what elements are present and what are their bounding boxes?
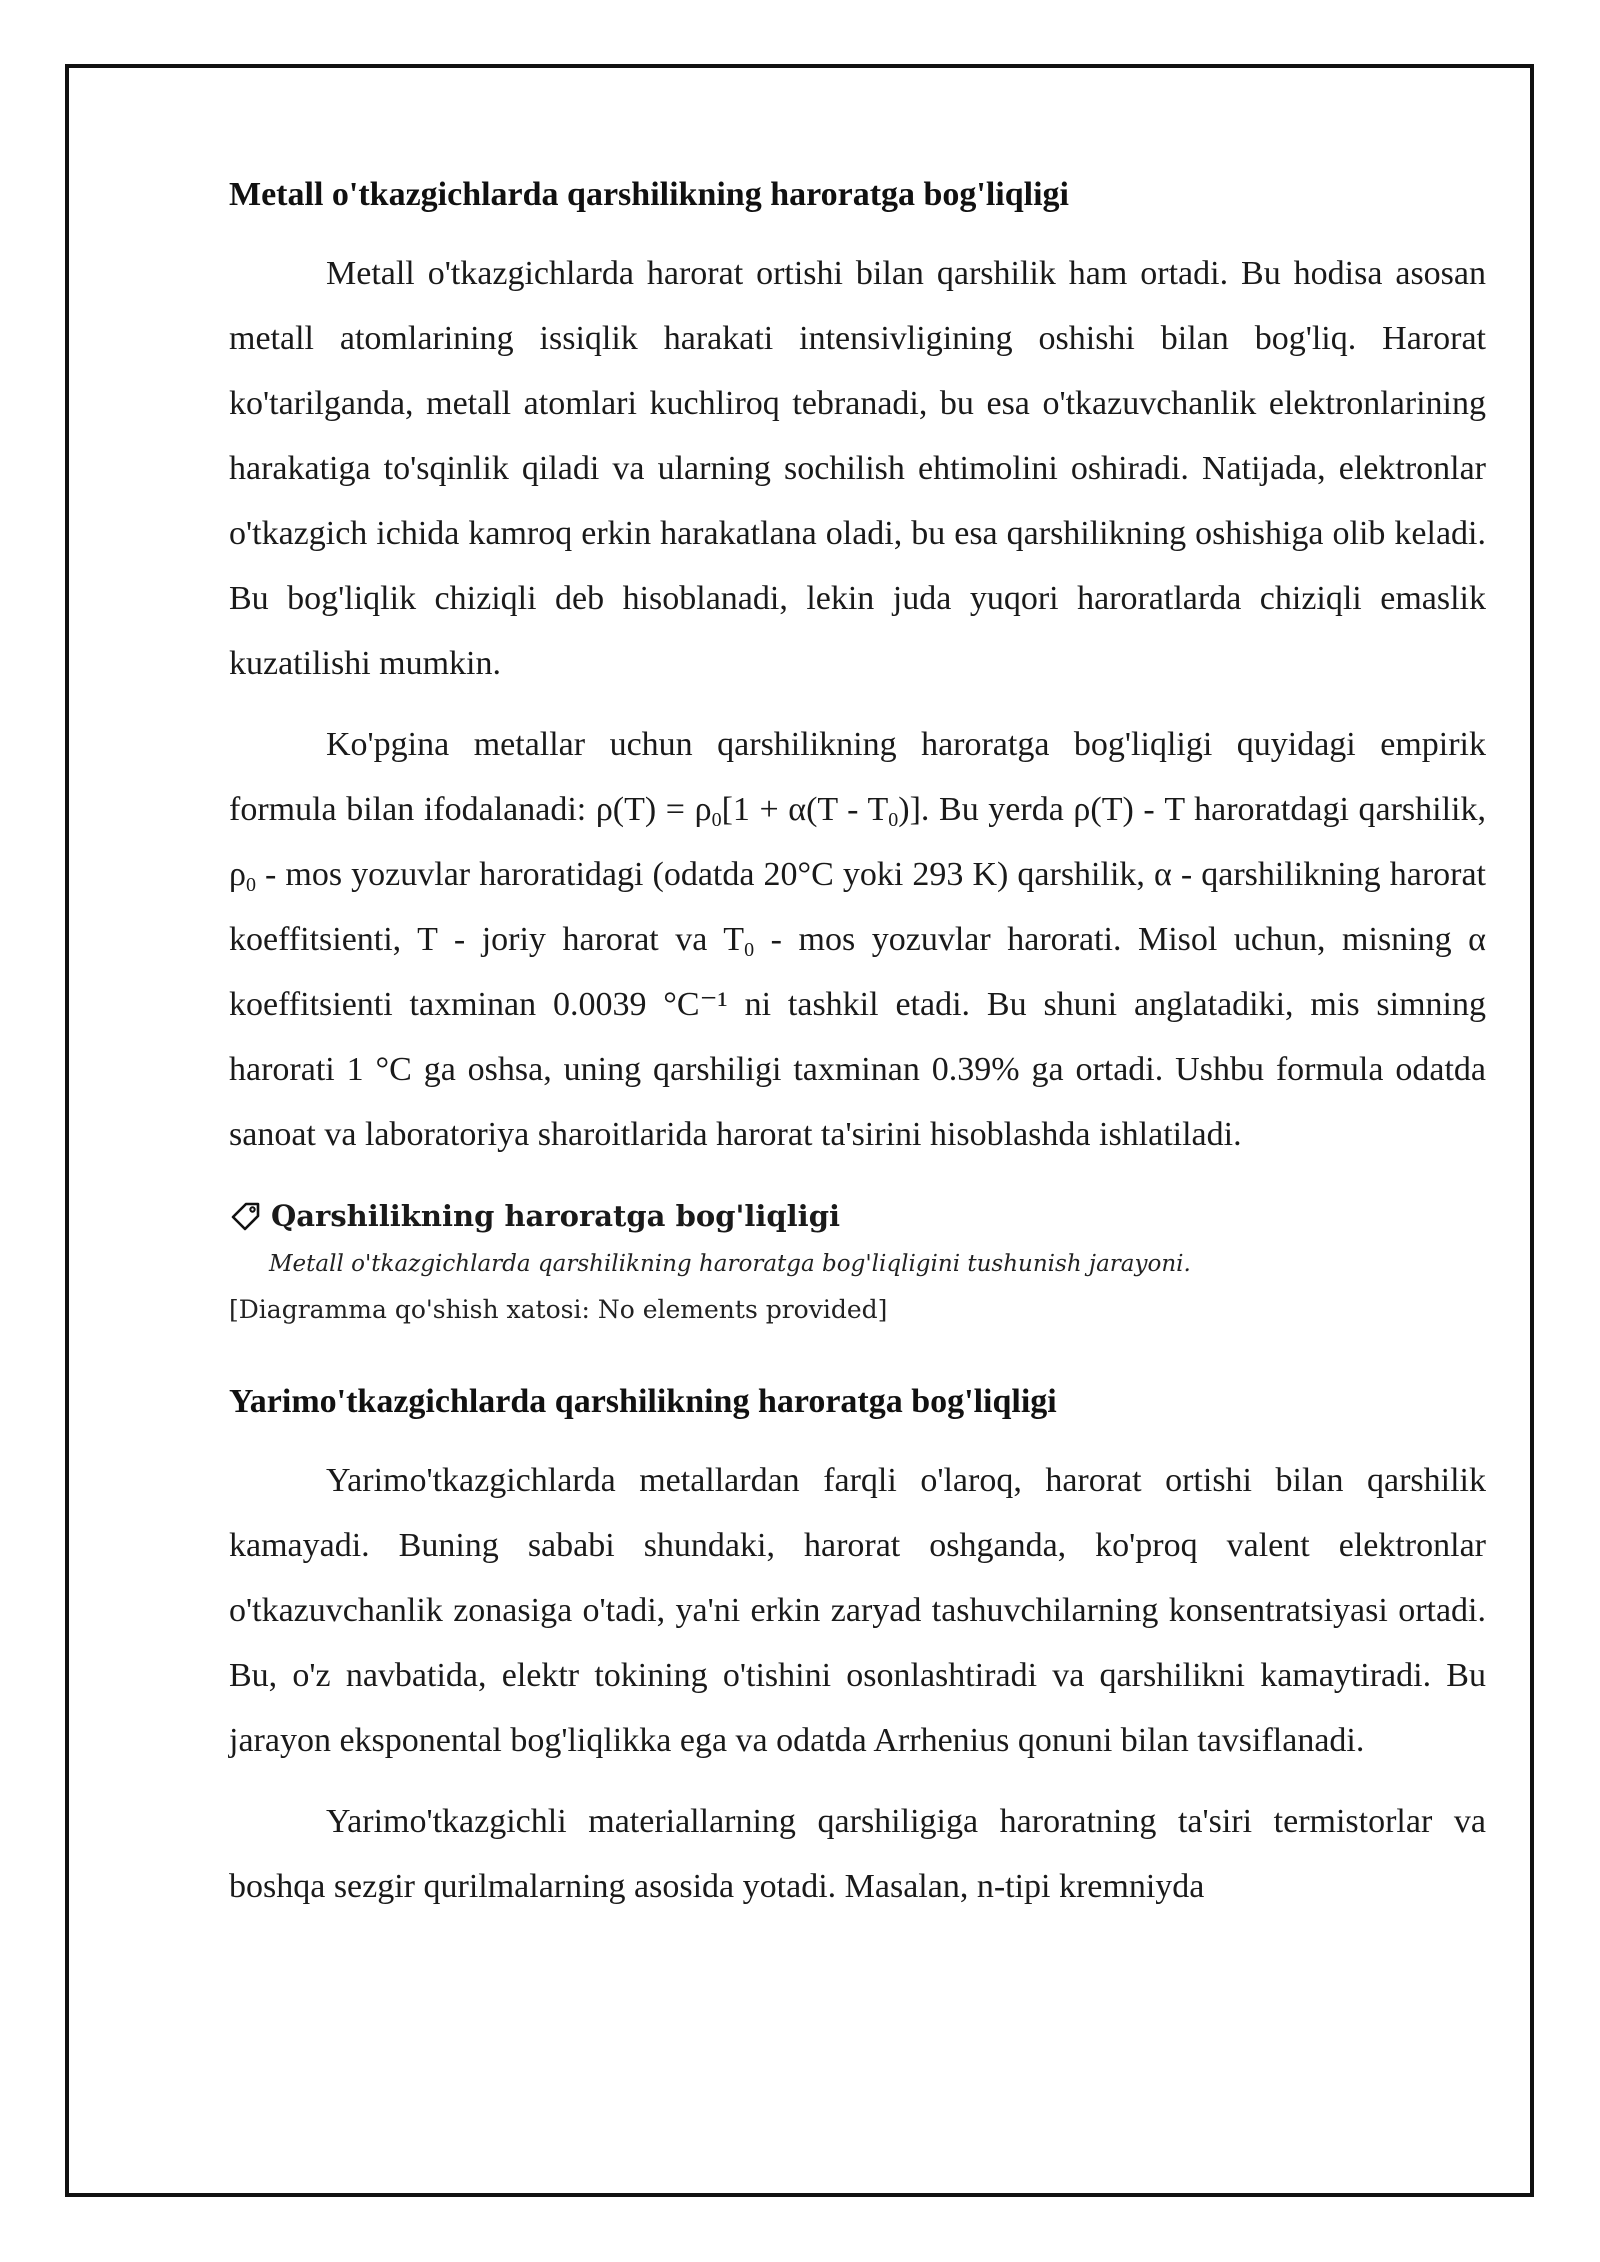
diagram-block [229, 1199, 1486, 1324]
subscript-zero: 0 [888, 808, 899, 831]
diagram-title: Qarshilikning haroratga bog'liqligi [271, 1198, 840, 1233]
subscript-zero: 0 [744, 938, 755, 961]
diagram-title-row [229, 1199, 1486, 1233]
paragraph-semiconductors-intro: Yarimo'tkazgichlarda metallardan farqli o'laroq, harorat ortishi bilan qarshilik kamayadi. Buning sababi shundaki, harorat oshganda, ko'proq valent elektronlar o'tkazuvchanlik zonasiga o'tadi, ya'ni erkin zaryad tashuvchilarning konsentratsiyasi ortadi. Bu, o'z navbatida, elektr tokining o'tishini osonlashtiradi va qarshilikni kamaytiradi. Bu jarayon eksponental bog'liqlikka ega va odatda Arrhenius qonuni bilan tavsiflanadi. [229, 1461, 1486, 1759]
document-content [229, 170, 1486, 1919]
formula-text-5: - mos yozuvlar harorati. Misol uchun, misning α koeffitsienti taxminan 0.0039 °C⁻¹ ni tashkil etadi. Bu shuni anglatadiki, mis simning harorati 1 °C ga oshsa, uning qarshiligi taxminan 0.39% ga ortadi. Ushbu formula odatda sanoat va laboratoriya sharoitlarida harorat ta'sirini hisoblashda ishlatiladi. [229, 920, 1486, 1153]
formula-text-4: - mos yozuvlar haroratidagi (odatda 20°C yoki 293 K) qarshilik, α - qarshilikning harorat koeffitsienti, T - joriy harorat va T [229, 855, 1486, 958]
diagram-caption: Metall o'tkazgichlarda qarshilikning haroratga bog'liqligini tushunish jarayoni. [269, 1250, 1191, 1277]
tag-icon [229, 1199, 263, 1233]
section-heading-metals: Metall o'tkazgichlarda qarshilikning haroratga bog'liqligi [229, 176, 1070, 213]
diagram-error-message: [Diagramma qo'shish xatosi: No elements provided] [229, 1294, 888, 1324]
formula-text-2: [1 + α(T - T [721, 790, 889, 828]
section-heading-semiconductors: Yarimo'tkazgichlarda qarshilikning haroratga bog'liqligi [229, 1382, 1057, 1420]
paragraph-metals-intro: Metall o'tkazgichlarda harorat ortishi bilan qarshilik ham ortadi. Bu hodisa asosan metall atomlarining issiqlik harakati intensivligining oshishi bilan bog'liq. Harorat ko'tarilganda, metall atomlari kuchliroq tebranadi, bu esa o'tkazuvchanlik elektronlarining harakatiga to'sqinlik qiladi va ularning sochilish ehtimolini oshiradi. Natijada, elektronlar o'tkazgich ichida kamroq erkin harakatlana oladi, bu esa qarshilikning oshishiga olib keladi. Bu bog'liqlik chiziqli deb hisoblanadi, lekin juda yuqori haroratlarda chiziqli emaslik kuzatilishi mumkin. [229, 254, 1486, 682]
subscript-zero: 0 [711, 808, 722, 831]
paragraph-semiconductors-thermistors: Yarimo'tkazgichli materiallarning qarshiligiga haroratning ta'siri termistorlar va boshqa sezgir qurilmalarning asosida yotadi. Masalan, n-tipi kremniyda [229, 1802, 1486, 1905]
formula-text-3: )]. Bu yerda ρ(T) - T haroratdagi qarshilik, ρ [229, 790, 1486, 893]
paragraph-metals-formula [229, 712, 1486, 1167]
formula-text-1: Ko'pgina metallar uchun qarshilikning haroratga bog'liqligi quyidagi empirik formula bilan ifodalanadi: ρ(T) = ρ [229, 725, 1486, 828]
subscript-zero: 0 [245, 873, 256, 896]
